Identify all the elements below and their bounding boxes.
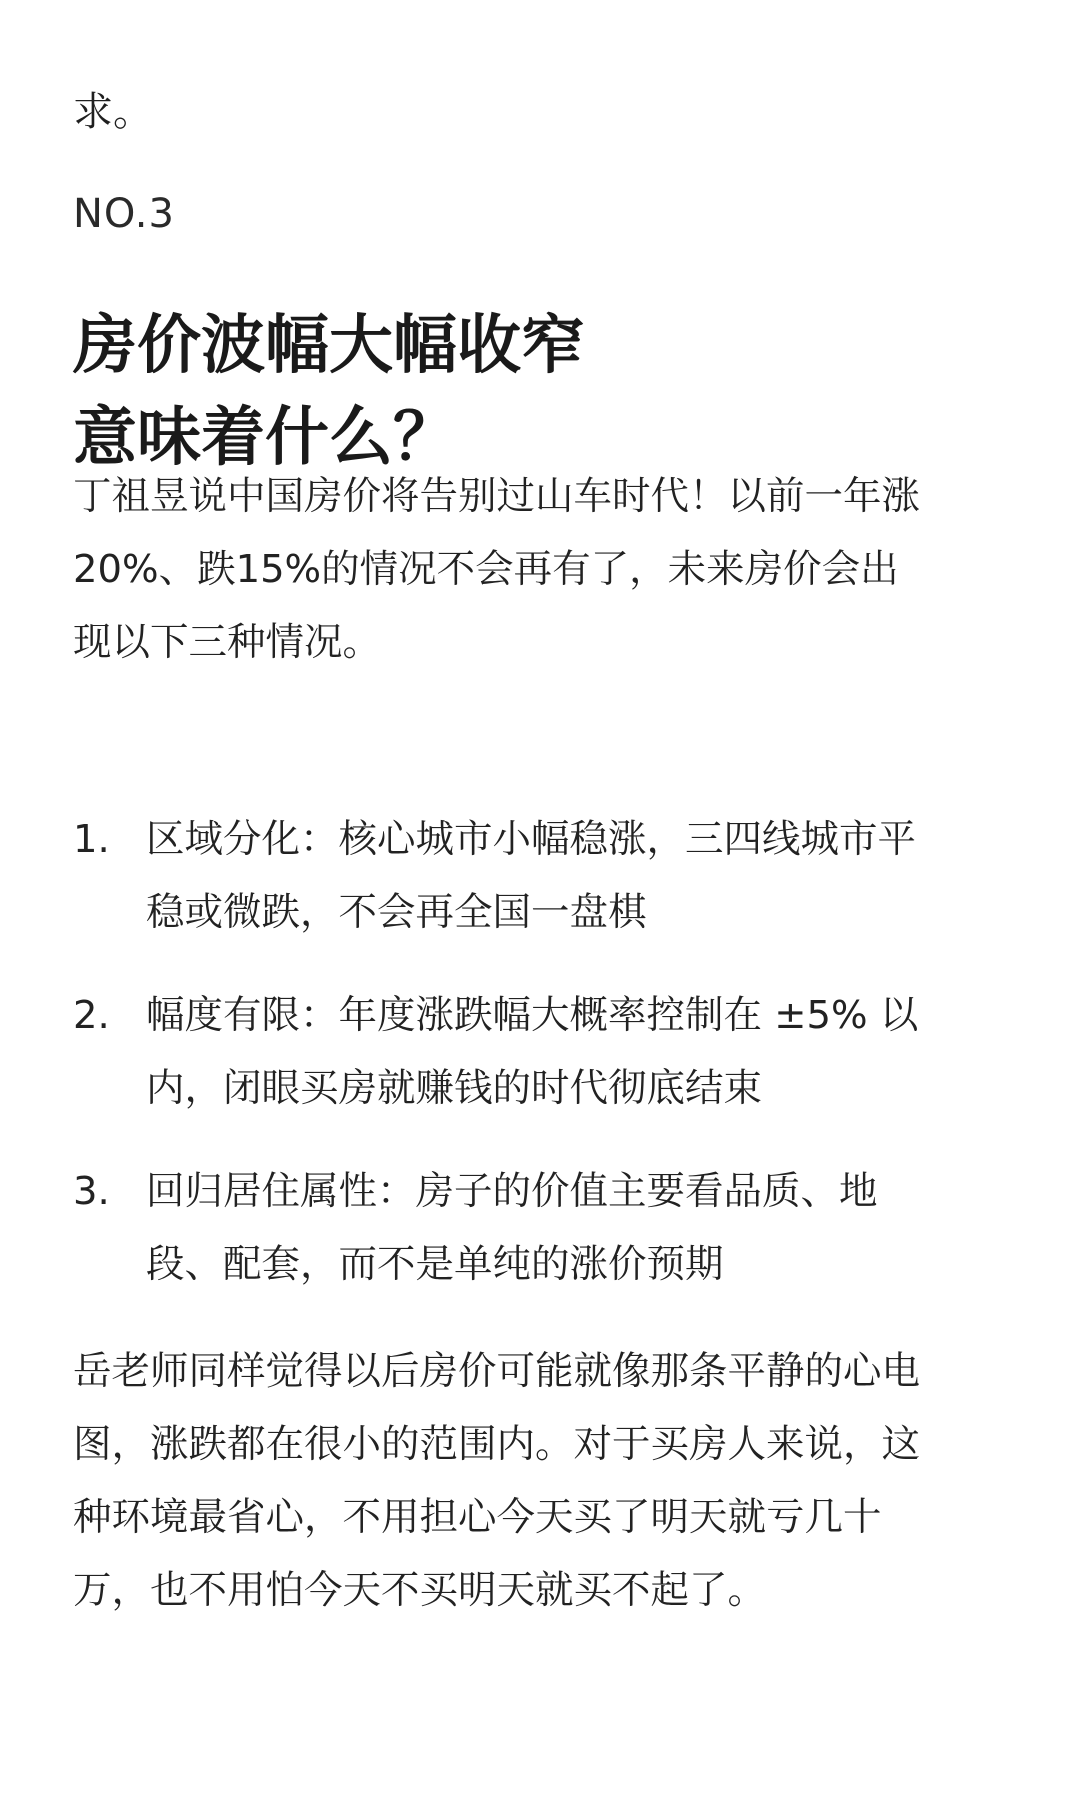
list-item-line: 段、配套，而不是单纯的涨价预期: [146, 1242, 724, 1287]
list-item: [73, 1155, 1013, 1301]
paragraph-line: 岳老师同样觉得以后房价可能就像那条平静的心电: [73, 1349, 921, 1394]
list-number: 1.: [73, 817, 110, 862]
section-number: NO.3: [73, 191, 175, 237]
list-number: 3.: [73, 1169, 110, 1214]
paragraph-line: 种环境最省心，不用担心今天买了明天就亏几十: [73, 1495, 882, 1540]
list-item-line: 内，闭眼买房就赚钱的时代彻底结束: [146, 1066, 763, 1111]
list-item: [73, 803, 1013, 949]
list-item-line: 幅度有限：年度涨跌幅大概率控制在 ±5% 以: [146, 993, 919, 1038]
paragraph-line: 图，涨跌都在很小的范围内。对于买房人来说，这: [73, 1422, 921, 1467]
list-item-line: 稳或微跌，不会再全国一盘棋: [146, 890, 647, 935]
paragraph-line: 20%、跌15%的情况不会再有了，未来房价会出: [73, 547, 899, 592]
heading-line-1: 房价波幅大幅收窄: [73, 309, 585, 383]
list-item: [73, 979, 1013, 1125]
list-number: 2.: [73, 993, 110, 1038]
paragraph-line: 现以下三种情况。: [73, 620, 382, 665]
list-item-line: 回归居住属性：房子的价值主要看品质、地: [146, 1169, 878, 1214]
numbered-list: [73, 803, 1013, 1331]
closing-paragraph: [73, 1335, 1013, 1627]
intro-paragraph: [73, 460, 1013, 679]
paragraph-line: 万，也不用怕今天不买明天就买不起了。: [73, 1568, 767, 1613]
paragraph-line: 丁祖昱说中国房价将告别过山车时代！以前一年涨: [73, 474, 921, 519]
heading-line-2: 意味着什么？: [73, 401, 457, 475]
previous-text-fragment: 求。: [73, 89, 153, 135]
list-item-line: 区域分化：核心城市小幅稳涨，三四线城市平: [146, 817, 917, 862]
section-heading: [73, 300, 585, 484]
